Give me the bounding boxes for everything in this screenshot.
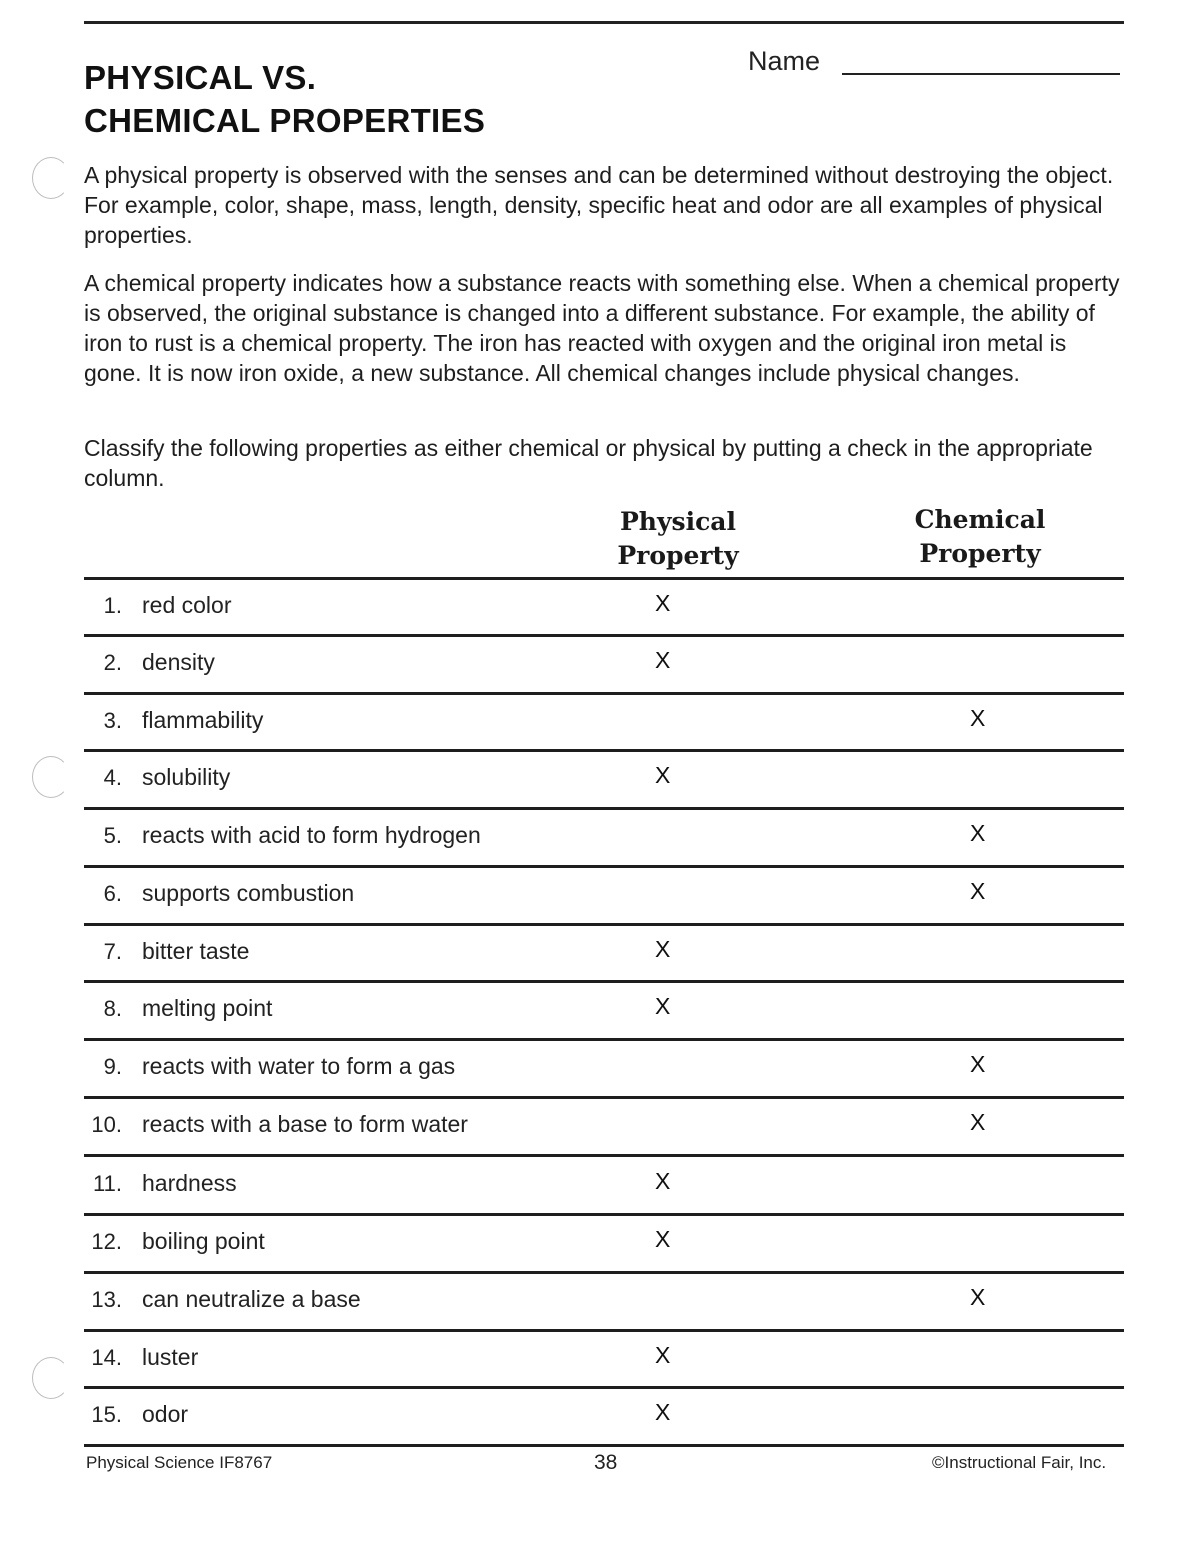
table-rule bbox=[84, 1329, 1124, 1332]
row-property-text: solubility bbox=[142, 764, 231, 790]
row-number: 6. bbox=[103, 881, 122, 906]
chemical-property-definition: A chemical property indicates how a substance reacts with something else. When a chemical property is observed, the original substance is changed into a different substance. For example, the ability of iron to rust is a chemical property. The iron has reacted with oxygen and the original iron metal is gone. It is now iron oxide, a new substance. All chemical changes include physical changes. bbox=[84, 270, 1120, 386]
physical-check-cell[interactable]: X bbox=[655, 1226, 671, 1252]
table-rule bbox=[84, 1154, 1124, 1157]
row-property-text: boiling point bbox=[142, 1228, 265, 1254]
physical-check-cell[interactable]: X bbox=[655, 762, 671, 788]
row-number: 8. bbox=[103, 996, 122, 1021]
chemical-check-cell[interactable]: X bbox=[970, 820, 986, 846]
title-line-2: CHEMICAL PROPERTIES bbox=[84, 102, 486, 139]
row-property-text: reacts with acid to form hydrogen bbox=[142, 822, 481, 848]
physical-check-cell[interactable]: X bbox=[655, 1399, 671, 1425]
physical-check-cell[interactable]: X bbox=[655, 1342, 671, 1368]
chemical-check-cell[interactable]: X bbox=[970, 1284, 986, 1310]
row-property-text: can neutralize a base bbox=[142, 1286, 361, 1312]
row-number: 9. bbox=[103, 1054, 122, 1079]
row-property-text: hardness bbox=[142, 1170, 237, 1196]
table-rule bbox=[84, 1386, 1124, 1389]
row-number: 4. bbox=[103, 765, 122, 790]
row-property-text: reacts with a base to form water bbox=[142, 1111, 468, 1137]
table-rule bbox=[84, 923, 1124, 926]
chemical-property-column-header bbox=[892, 503, 1068, 571]
row-property-text: reacts with water to form a gas bbox=[142, 1053, 456, 1079]
row-number: 15. bbox=[91, 1402, 122, 1427]
row-property-text: red color bbox=[142, 592, 232, 618]
title-line-1: PHYSICAL VS. bbox=[84, 59, 317, 96]
row-property-text: luster bbox=[142, 1344, 199, 1370]
worksheet-title bbox=[84, 56, 485, 142]
table-rule bbox=[84, 807, 1124, 810]
row-property-text: density bbox=[142, 649, 215, 675]
punch-hole-icon bbox=[32, 1357, 70, 1399]
row-property-text: melting point bbox=[142, 995, 273, 1021]
physical-check-cell[interactable]: X bbox=[655, 1168, 671, 1194]
table-rule bbox=[84, 1096, 1124, 1099]
physical-header-line-2: Property bbox=[617, 541, 739, 570]
chemical-header-line-2: Property bbox=[919, 539, 1041, 568]
physical-header-line-1: Physical bbox=[620, 507, 736, 536]
table-rule bbox=[84, 749, 1124, 752]
row-property-text: flammability bbox=[142, 707, 264, 733]
physical-check-cell[interactable]: X bbox=[655, 993, 671, 1019]
chemical-check-cell[interactable]: X bbox=[970, 1051, 986, 1077]
physical-property-definition: A physical property is observed with the senses and can be determined without destroying the object. For example, color, shape, mass, length, density, specific heat and odor are all examples of physical properties. bbox=[84, 162, 1114, 248]
row-number: 12. bbox=[91, 1229, 122, 1254]
table-rule bbox=[84, 1038, 1124, 1041]
chemical-check-cell[interactable]: X bbox=[970, 705, 986, 731]
row-number: 5. bbox=[103, 823, 122, 848]
name-blank-line[interactable] bbox=[842, 73, 1120, 75]
row-number: 10. bbox=[91, 1112, 122, 1137]
row-property-text: bitter taste bbox=[142, 938, 250, 964]
row-number: 1. bbox=[103, 593, 122, 618]
name-label: Name bbox=[748, 46, 821, 76]
table-rule bbox=[84, 634, 1124, 637]
row-number: 2. bbox=[103, 650, 122, 675]
row-property-text: supports combustion bbox=[142, 880, 355, 906]
row-number: 3. bbox=[103, 708, 122, 733]
physical-check-cell[interactable]: X bbox=[655, 936, 671, 962]
row-number: 14. bbox=[91, 1345, 122, 1370]
row-property-text: odor bbox=[142, 1401, 189, 1427]
chemical-check-cell[interactable]: X bbox=[970, 1109, 986, 1135]
instructions: Classify the following properties as either chemical or physical by putting a check in the appropriate column. bbox=[84, 435, 1093, 491]
footer-copyright: ©Instructional Fair, Inc. bbox=[932, 1453, 1107, 1472]
table-rule bbox=[84, 1213, 1124, 1216]
physical-check-cell[interactable]: X bbox=[655, 590, 671, 616]
table-rule bbox=[84, 980, 1124, 983]
table-rule bbox=[84, 865, 1124, 868]
row-number: 11. bbox=[93, 1171, 122, 1196]
table-rule bbox=[84, 1444, 1124, 1447]
row-number: 13. bbox=[91, 1287, 122, 1312]
chemical-header-line-1: Chemical bbox=[914, 505, 1046, 534]
chemical-check-cell[interactable]: X bbox=[970, 878, 986, 904]
table-rule bbox=[84, 1271, 1124, 1274]
footer-course: Physical Science IF8767 bbox=[86, 1453, 273, 1472]
table-rule bbox=[84, 692, 1124, 695]
physical-check-cell[interactable]: X bbox=[655, 647, 671, 673]
physical-property-column-header bbox=[600, 505, 756, 573]
footer-page-number: 38 bbox=[594, 1451, 618, 1474]
top-rule bbox=[84, 21, 1124, 24]
row-number: 7. bbox=[103, 939, 122, 964]
punch-hole-icon bbox=[32, 756, 70, 798]
punch-hole-icon bbox=[32, 157, 70, 199]
table-rule bbox=[84, 577, 1124, 580]
